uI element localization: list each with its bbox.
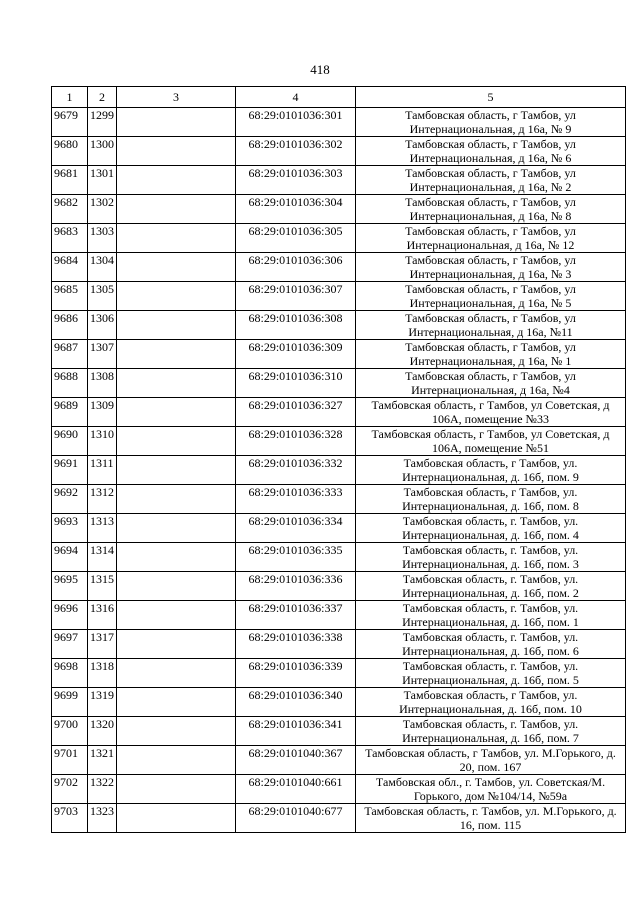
address-cell: Тамбовская область, г. Тамбов, ул. Интернациональная, д. 16б, пом. 6 [356, 630, 626, 659]
row-number-cell: 9693 [52, 514, 88, 543]
row-number-cell: 9690 [52, 427, 88, 456]
address-cell: Тамбовская область, г Тамбов, ул Интернациональная, д 16а, № 12 [356, 224, 626, 253]
table-row [52, 543, 626, 572]
address-cell: Тамбовская область, г. Тамбов, ул. Интернациональная, д. 16б, пом. 7 [356, 717, 626, 746]
empty-column-cell [117, 427, 236, 456]
column-header-5: 5 [356, 87, 626, 108]
cadastral-number-cell: 68:29:0101040:367 [236, 746, 356, 775]
row-number-cell: 9699 [52, 688, 88, 717]
table-row [52, 369, 626, 398]
empty-column-cell [117, 514, 236, 543]
cadastral-number-cell: 68:29:0101036:341 [236, 717, 356, 746]
address-cell: Тамбовская область, г Тамбов, ул Интернациональная, д 16а, №11 [356, 311, 626, 340]
address-cell: Тамбовская область, г. Тамбов, ул. Интернациональная, д. 16б, пом. 3 [356, 543, 626, 572]
table-row [52, 224, 626, 253]
cadastral-number-cell: 68:29:0101036:337 [236, 601, 356, 630]
table-row [52, 340, 626, 369]
record-id-cell: 1312 [88, 485, 117, 514]
table-row [52, 485, 626, 514]
empty-column-cell [117, 485, 236, 514]
row-number-cell: 9680 [52, 137, 88, 166]
table-row [52, 775, 626, 804]
table-row [52, 282, 626, 311]
empty-column-cell [117, 311, 236, 340]
cadastral-number-cell: 68:29:0101036:303 [236, 166, 356, 195]
table-row [52, 572, 626, 601]
row-number-cell: 9682 [52, 195, 88, 224]
address-cell: Тамбовская область, г. Тамбов, ул. Интернациональная, д. 16б, пом. 4 [356, 514, 626, 543]
cadastral-number-cell: 68:29:0101036:336 [236, 572, 356, 601]
cadastral-number-cell: 68:29:0101036:333 [236, 485, 356, 514]
row-number-cell: 9685 [52, 282, 88, 311]
row-number-cell: 9700 [52, 717, 88, 746]
row-number-cell: 9681 [52, 166, 88, 195]
empty-column-cell [117, 543, 236, 572]
cadastral-number-cell: 68:29:0101036:306 [236, 253, 356, 282]
record-id-cell: 1318 [88, 659, 117, 688]
record-id-cell: 1305 [88, 282, 117, 311]
row-number-cell: 9691 [52, 456, 88, 485]
address-cell: Тамбовская область, г Тамбов, ул Интернациональная, д 16а, №4 [356, 369, 626, 398]
table-row [52, 108, 626, 137]
cadastral-number-cell: 68:29:0101036:335 [236, 543, 356, 572]
cadastral-number-cell: 68:29:0101036:305 [236, 224, 356, 253]
record-id-cell: 1323 [88, 804, 117, 833]
empty-column-cell [117, 601, 236, 630]
row-number-cell: 9686 [52, 311, 88, 340]
table-row [52, 804, 626, 833]
record-id-cell: 1308 [88, 369, 117, 398]
cadastral-number-cell: 68:29:0101040:677 [236, 804, 356, 833]
record-id-cell: 1300 [88, 137, 117, 166]
address-cell: Тамбовская область, г Тамбов, ул Интернациональная, д 16а, № 6 [356, 137, 626, 166]
header-row [52, 87, 626, 108]
cadastral-number-cell: 68:29:0101036:332 [236, 456, 356, 485]
record-id-cell: 1309 [88, 398, 117, 427]
address-cell: Тамбовская обл., г. Тамбов, ул. Советская/М. Горького, дом №104/14, №59а [356, 775, 626, 804]
address-cell: Тамбовская область, г Тамбов, ул Интернациональная, д 16а, № 8 [356, 195, 626, 224]
address-cell: Тамбовская область, г. Тамбов, ул. Интернациональная, д. 16б, пом. 1 [356, 601, 626, 630]
record-id-cell: 1303 [88, 224, 117, 253]
empty-column-cell [117, 804, 236, 833]
empty-column-cell [117, 282, 236, 311]
table-row [52, 166, 626, 195]
table-row [52, 717, 626, 746]
address-cell: Тамбовская область, г Тамбов, ул. Интернациональная, д. 16б, пом. 8 [356, 485, 626, 514]
row-number-cell: 9701 [52, 746, 88, 775]
empty-column-cell [117, 195, 236, 224]
cadastral-number-cell: 68:29:0101036:301 [236, 108, 356, 137]
empty-column-cell [117, 630, 236, 659]
row-number-cell: 9702 [52, 775, 88, 804]
address-cell: Тамбовская область, г. Тамбов, ул. М.Горького, д. 16, пом. 115 [356, 804, 626, 833]
row-number-cell: 9679 [52, 108, 88, 137]
address-cell: Тамбовская область, г Тамбов, ул Интернациональная, д 16а, № 2 [356, 166, 626, 195]
empty-column-cell [117, 224, 236, 253]
table-row [52, 195, 626, 224]
row-number-cell: 9703 [52, 804, 88, 833]
table-row [52, 311, 626, 340]
cadastral-number-cell: 68:29:0101036:304 [236, 195, 356, 224]
record-id-cell: 1301 [88, 166, 117, 195]
cadastral-number-cell: 68:29:0101036:309 [236, 340, 356, 369]
empty-column-cell [117, 166, 236, 195]
address-cell: Тамбовская область, г Тамбов, ул Интернациональная, д 16а, № 1 [356, 340, 626, 369]
row-number-cell: 9689 [52, 398, 88, 427]
empty-column-cell [117, 137, 236, 166]
empty-column-cell [117, 369, 236, 398]
empty-column-cell [117, 253, 236, 282]
record-id-cell: 1306 [88, 311, 117, 340]
empty-column-cell [117, 456, 236, 485]
address-cell: Тамбовская область, г Тамбов, ул Советская, д 106А, помещение №51 [356, 427, 626, 456]
address-cell: Тамбовская область, г. Тамбов, ул. Интернациональная, д. 16б, пом. 5 [356, 659, 626, 688]
record-id-cell: 1304 [88, 253, 117, 282]
cadastral-number-cell: 68:29:0101036:302 [236, 137, 356, 166]
address-cell: Тамбовская область, г Тамбов, ул Интернациональная, д 16а, № 5 [356, 282, 626, 311]
row-number-cell: 9688 [52, 369, 88, 398]
record-id-cell: 1321 [88, 746, 117, 775]
empty-column-cell [117, 340, 236, 369]
record-id-cell: 1319 [88, 688, 117, 717]
column-header-3: 3 [117, 87, 236, 108]
cadastral-number-cell: 68:29:0101040:661 [236, 775, 356, 804]
table-row [52, 456, 626, 485]
table-row [52, 659, 626, 688]
cadastral-number-cell: 68:29:0101036:327 [236, 398, 356, 427]
table-row [52, 253, 626, 282]
record-id-cell: 1307 [88, 340, 117, 369]
row-number-cell: 9692 [52, 485, 88, 514]
cadastral-number-cell: 68:29:0101036:334 [236, 514, 356, 543]
register-table [51, 86, 626, 833]
address-cell: Тамбовская область, г Тамбов, ул. М.Горького, д. 20, пом. 167 [356, 746, 626, 775]
address-cell: Тамбовская область, г Тамбов, ул Советская, д 106А, помещение №33 [356, 398, 626, 427]
record-id-cell: 1317 [88, 630, 117, 659]
address-cell: Тамбовская область, г. Тамбов, ул. Интернациональная, д. 16б, пом. 2 [356, 572, 626, 601]
record-id-cell: 1310 [88, 427, 117, 456]
row-number-cell: 9687 [52, 340, 88, 369]
table-row [52, 746, 626, 775]
address-cell: Тамбовская область, г Тамбов, ул. Интернациональная, д. 16б, пом. 9 [356, 456, 626, 485]
empty-column-cell [117, 398, 236, 427]
record-id-cell: 1302 [88, 195, 117, 224]
row-number-cell: 9684 [52, 253, 88, 282]
address-cell: Тамбовская область, г Тамбов, ул Интернациональная, д 16а, № 9 [356, 108, 626, 137]
record-id-cell: 1314 [88, 543, 117, 572]
table-row [52, 137, 626, 166]
column-header-1: 1 [52, 87, 88, 108]
row-number-cell: 9695 [52, 572, 88, 601]
column-header-4: 4 [236, 87, 356, 108]
row-number-cell: 9683 [52, 224, 88, 253]
cadastral-number-cell: 68:29:0101036:308 [236, 311, 356, 340]
empty-column-cell [117, 572, 236, 601]
record-id-cell: 1299 [88, 108, 117, 137]
record-id-cell: 1320 [88, 717, 117, 746]
record-id-cell: 1315 [88, 572, 117, 601]
empty-column-cell [117, 746, 236, 775]
empty-column-cell [117, 688, 236, 717]
row-number-cell: 9694 [52, 543, 88, 572]
empty-column-cell [117, 717, 236, 746]
cadastral-number-cell: 68:29:0101036:328 [236, 427, 356, 456]
address-cell: Тамбовская область, г Тамбов, ул. Интернациональная, д. 16б, пом. 10 [356, 688, 626, 717]
record-id-cell: 1316 [88, 601, 117, 630]
address-cell: Тамбовская область, г Тамбов, ул Интернациональная, д 16а, № 3 [356, 253, 626, 282]
cadastral-number-cell: 68:29:0101036:339 [236, 659, 356, 688]
cadastral-number-cell: 68:29:0101036:338 [236, 630, 356, 659]
row-number-cell: 9698 [52, 659, 88, 688]
record-id-cell: 1322 [88, 775, 117, 804]
record-id-cell: 1313 [88, 514, 117, 543]
cadastral-number-cell: 68:29:0101036:340 [236, 688, 356, 717]
empty-column-cell [117, 775, 236, 804]
table-row [52, 427, 626, 456]
cadastral-number-cell: 68:29:0101036:310 [236, 369, 356, 398]
empty-column-cell [117, 659, 236, 688]
table-row [52, 630, 626, 659]
table-row [52, 601, 626, 630]
table-row [52, 398, 626, 427]
record-id-cell: 1311 [88, 456, 117, 485]
page-number: 418 [310, 62, 330, 77]
row-number-cell: 9697 [52, 630, 88, 659]
table-row [52, 514, 626, 543]
cadastral-number-cell: 68:29:0101036:307 [236, 282, 356, 311]
table-row [52, 688, 626, 717]
empty-column-cell [117, 108, 236, 137]
column-header-2: 2 [88, 87, 117, 108]
row-number-cell: 9696 [52, 601, 88, 630]
